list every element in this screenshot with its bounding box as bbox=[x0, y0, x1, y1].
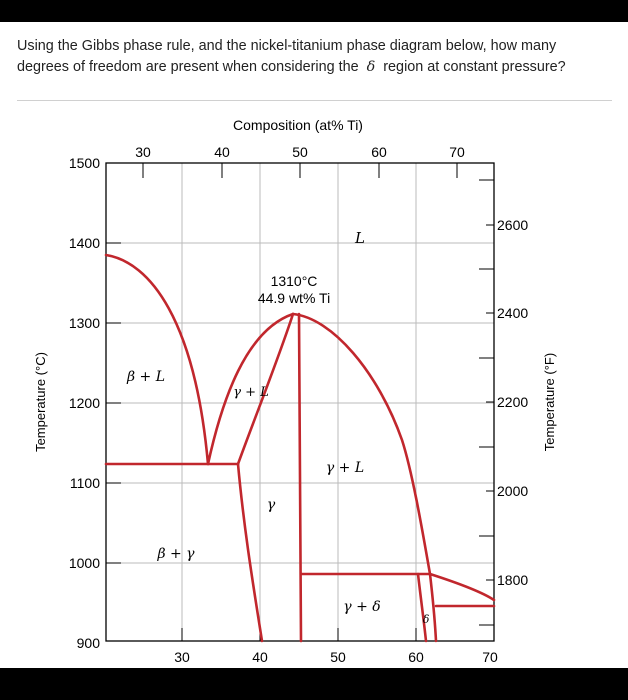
right-tick-1800: 1800 bbox=[497, 572, 529, 588]
right-tick-2000: 2000 bbox=[497, 483, 529, 499]
left-axis-title: Temperature (°C) bbox=[33, 352, 48, 452]
left-tick-labels bbox=[69, 155, 100, 651]
bottom-tick-50: 50 bbox=[330, 649, 346, 665]
top-axis-title: Composition (at% Ti) bbox=[233, 117, 363, 133]
top-tick-70: 70 bbox=[449, 144, 465, 160]
region-label-beta-liquid: β + L bbox=[126, 369, 166, 385]
liquidus-right bbox=[293, 314, 430, 574]
region-label-gamma-liquid-left: γ + L bbox=[233, 385, 269, 400]
right-tick-labels bbox=[497, 217, 528, 588]
left-tick-900: 900 bbox=[76, 635, 100, 651]
question-part2: region at constant pressure? bbox=[383, 59, 566, 75]
region-label-liquid: L bbox=[355, 229, 365, 247]
left-tick-marks bbox=[106, 163, 121, 563]
bottom-tick-40: 40 bbox=[252, 649, 268, 665]
top-tick-labels bbox=[135, 144, 465, 160]
bottom-tick-30: 30 bbox=[174, 649, 190, 665]
right-tick-2200: 2200 bbox=[497, 394, 529, 410]
left-tick-1400: 1400 bbox=[68, 235, 100, 251]
peak-composition-label: 44.9 wt% Ti bbox=[257, 290, 331, 306]
top-tick-40: 40 bbox=[214, 144, 230, 160]
region-label-gamma: γ bbox=[266, 497, 276, 513]
gamma-solidus-right bbox=[299, 314, 301, 641]
top-tick-30: 30 bbox=[135, 144, 151, 160]
left-tick-1100: 1100 bbox=[69, 475, 100, 491]
region-label-beta-gamma: β + γ bbox=[157, 546, 195, 562]
bottom-tick-marks bbox=[182, 628, 494, 641]
top-tick-50: 50 bbox=[292, 144, 308, 160]
right-axis-title: Temperature (°F) bbox=[542, 352, 557, 452]
left-tick-1200: 1200 bbox=[68, 395, 100, 411]
delta-right-boundary bbox=[430, 574, 436, 641]
left-tick-1000: 1000 bbox=[68, 555, 100, 571]
peak-temperature-label: 1310°C bbox=[270, 273, 318, 289]
right-tick-2600: 2600 bbox=[497, 217, 529, 233]
region-label-gamma-delta: γ + δ bbox=[343, 599, 381, 615]
left-tick-1500: 1500 bbox=[68, 155, 100, 171]
delta-solvus bbox=[430, 574, 494, 600]
top-tick-marks bbox=[143, 163, 457, 178]
question-part1: Using the Gibbs phase rule, and the nickel-titanium phase diagram below, how many degrees of freedom are present when considering the bbox=[17, 38, 557, 75]
delta-symbol: δ bbox=[366, 59, 376, 75]
bottom-tick-70: 70 bbox=[482, 649, 498, 665]
bottom-tick-60: 60 bbox=[408, 649, 424, 665]
bottom-tick-labels bbox=[174, 649, 498, 665]
gamma-solvus-left bbox=[238, 464, 262, 641]
region-label-gamma-liquid-right: γ + L bbox=[325, 460, 365, 476]
phase-boundaries bbox=[106, 255, 494, 641]
delta-left-boundary bbox=[418, 574, 426, 641]
region-label-delta: δ bbox=[422, 613, 430, 626]
liquidus-left bbox=[106, 255, 208, 464]
top-tick-60: 60 bbox=[371, 144, 387, 160]
left-tick-1300: 1300 bbox=[68, 315, 100, 331]
right-tick-2400: 2400 bbox=[497, 305, 529, 321]
